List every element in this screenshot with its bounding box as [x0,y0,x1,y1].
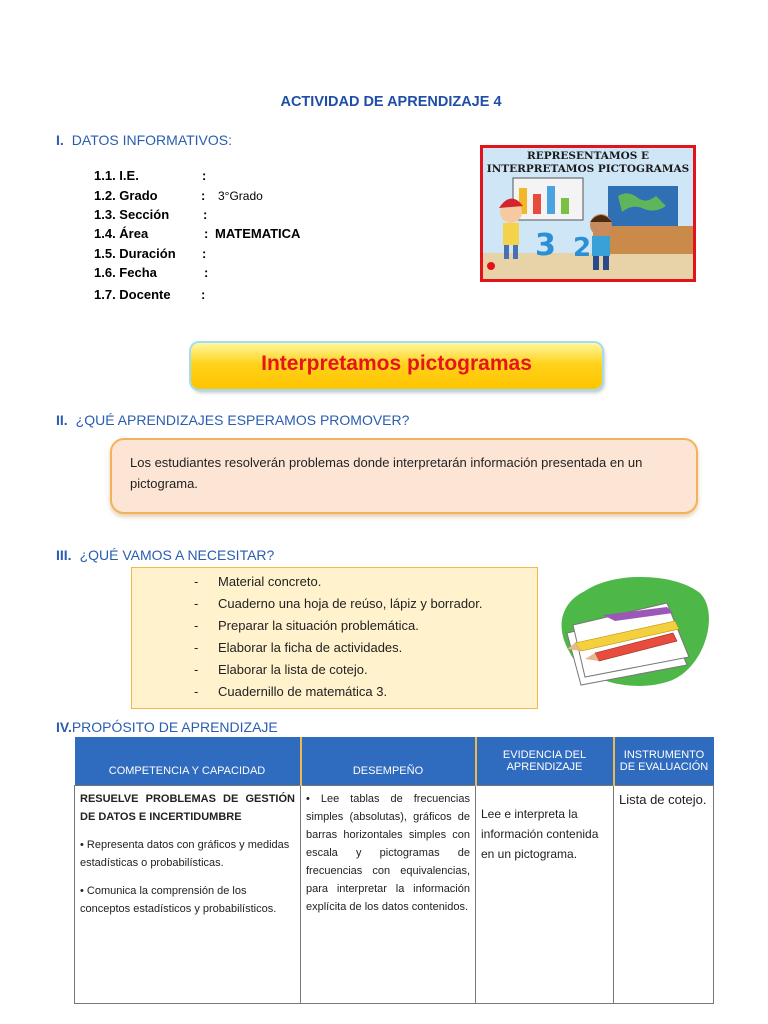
info-label: 1.5. Duración [94,246,176,261]
learning-goal-box [110,438,698,514]
capacidad-item: • Comunica la comprensión de los conceptos estadísticos y probabilísticos. [80,884,277,915]
svg-text:2: 2 [573,233,592,263]
info-label: 1.2. Grado [94,188,158,203]
page-title: ACTIVIDAD DE APRENDIZAJE 4 [280,94,502,110]
info-row-fecha [94,265,209,280]
info-colon: : [204,265,209,280]
instrumento-text: Lista de cotejo. [619,791,707,807]
section-1-number: I. [56,132,64,148]
section-4-heading [56,719,278,735]
evidencia-cell [476,785,614,1003]
info-colon: : [203,207,208,222]
competencia-title: RESUELVE PROBLEMAS DE GESTIÓN DE DATOS E INCERTIDUMBRE [80,792,295,823]
pencils-paper-icon [555,573,715,691]
pictogram-illustration [480,145,696,282]
info-row-duracion [94,246,207,261]
learning-purpose-table [74,737,714,1004]
section-1-heading [56,132,232,148]
info-colon: : [204,226,209,241]
section-3-heading [56,547,274,563]
info-row-docente [94,287,206,302]
info-row-grado [94,188,263,203]
info-colon: : [202,246,207,261]
info-label: 1.7. Docente [94,287,171,302]
info-row-ie [94,168,207,183]
info-label: 1.4. Área [94,226,149,241]
header-competencia: COMPETENCIA Y CAPACIDAD [75,737,301,785]
info-colon: : [202,168,207,183]
section-4-title: PROPÓSITO DE APRENDIZAJE [71,719,278,735]
learning-goal-text: Los estudiantes resolverán problemas donde interpretarán información presentada en un pictograma. [130,455,643,491]
header-desempeno: DESEMPEÑO [301,737,476,785]
capacidad-item: • Representa datos con gráficos y medidas estadísticas o probabilísticas. [80,838,290,869]
competencia-cell [75,785,301,1003]
info-value: 3°Grado [218,189,263,203]
header-evidencia: EVIDENCIA DEL APRENDIZAJE [476,737,614,785]
section-1-title: DATOS INFORMATIVOS: [71,132,233,148]
table-header-row [75,737,714,785]
section-2-number: II. [56,412,68,428]
banner-text: Interpretamos pictogramas [261,352,532,375]
section-3-title: ¿QUÉ VAMOS A NECESITAR? [79,547,275,563]
section-2-title: ¿QUÉ APRENDIZAJES ESPERAMOS PROMOVER? [75,412,410,428]
section-4-number: IV. [56,719,72,735]
info-label: 1.6. Fecha [94,265,157,280]
info-row-seccion [94,207,208,222]
illustration-title-line: INTERPRETAMOS PICTOGRAMAS [486,163,690,175]
instrumento-cell [614,785,714,1003]
info-colon: : [201,188,206,203]
section-2-heading [56,412,409,428]
desempeno-text: • Lee tablas de frecuencias simples (absolutas), gráficos de barras horizontales simples con escala y pictogramas de frecuencias con equivalencias, para interpretar la información explícita de los datos contenidos. [306,792,470,913]
table-row [75,785,714,1003]
info-label: 1.1. I.E. [94,168,139,183]
illustration-title [483,150,693,176]
illustration-title-line: REPRESENTAMOS E [527,150,649,162]
desempeno-cell [301,785,476,1003]
info-label: 1.3. Sección [94,207,170,222]
info-row-area [94,226,301,241]
evidencia-text: Lee e interpreta la información contenida en un pictograma. [481,806,599,861]
header-instrumento: INSTRUMENTO DE EVALUACIÓN [614,737,714,785]
section-3-number: III. [56,547,72,563]
materials-box: - Material concreto. - Cuaderno una hoja de reúso, lápiz y borrador. - Preparar la situación problemática. - Elaborar la ficha de actividades. - Elaborar la lista de cotejo. - Cuadernillo de matemática 3. [131,567,538,709]
info-value: MATEMATICA [215,226,301,241]
lesson-title-banner [191,343,602,389]
svg-text:3: 3 [535,228,556,263]
info-colon: : [201,287,206,302]
